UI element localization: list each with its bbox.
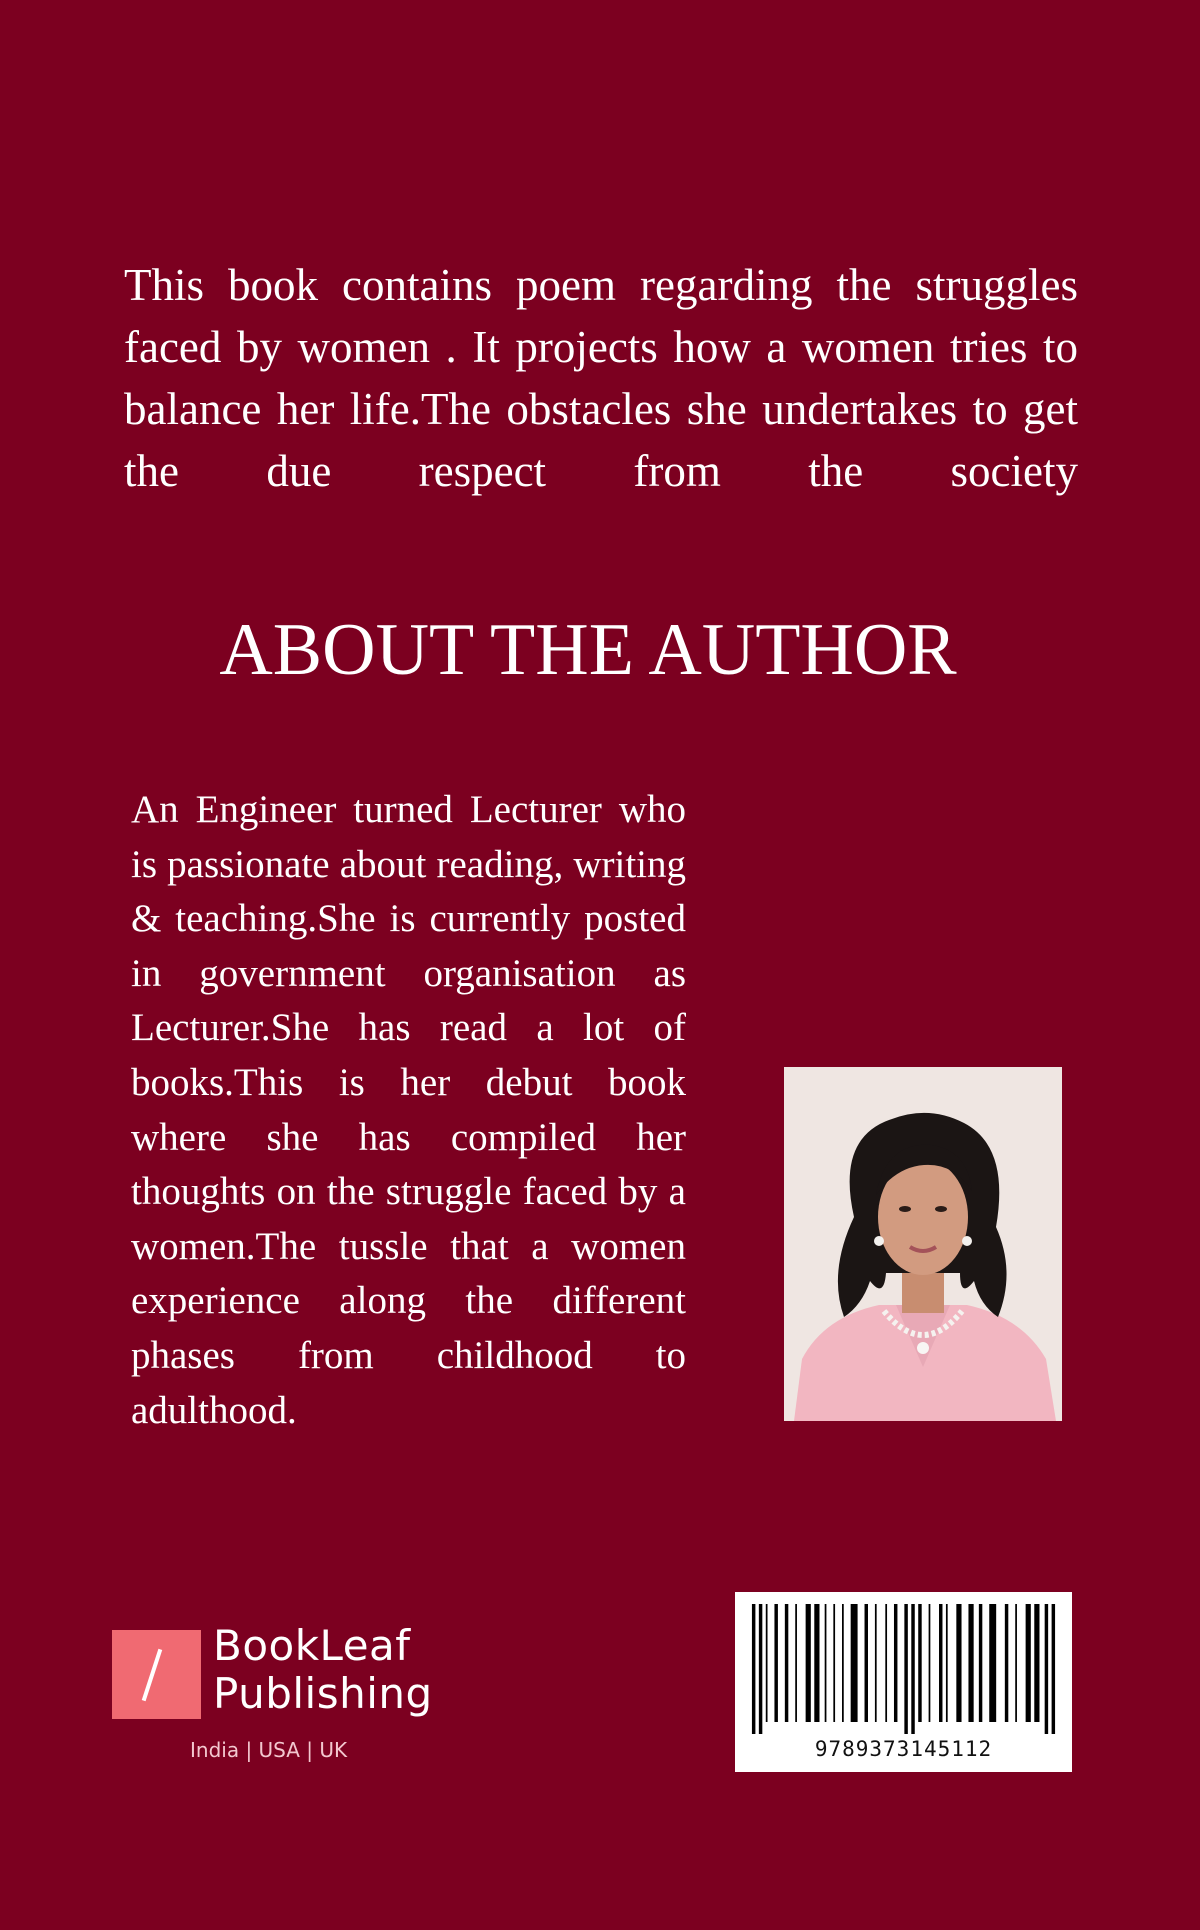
publisher-name-line2: Publishing	[213, 1669, 433, 1718]
barcode-bar	[1034, 1604, 1039, 1722]
barcode-bar	[989, 1604, 996, 1722]
publisher-name-line1: BookLeaf	[213, 1621, 411, 1670]
barcode-bar	[939, 1604, 942, 1722]
barcode-bar	[1005, 1604, 1008, 1722]
isbn-barcode	[735, 1592, 1072, 1772]
barcode-bar	[1045, 1604, 1048, 1734]
barcode-bar	[1052, 1604, 1055, 1734]
barcode-bar	[806, 1604, 811, 1722]
barcode-bar	[759, 1604, 762, 1734]
barcode-bar	[968, 1604, 973, 1722]
barcode-bar	[979, 1604, 982, 1722]
barcode-bars	[745, 1604, 1062, 1734]
barcode-bar	[904, 1604, 907, 1734]
author-photo	[784, 1067, 1062, 1421]
barcode-bar	[929, 1604, 931, 1722]
barcode-bar	[752, 1604, 755, 1734]
barcode-bar	[1026, 1604, 1031, 1722]
barcode-bar	[851, 1604, 858, 1722]
barcode-bar	[1015, 1604, 1017, 1722]
barcode-bar	[833, 1604, 835, 1722]
slash-icon	[142, 1649, 162, 1702]
isbn-number: 9789373145112	[814, 1737, 993, 1761]
barcode-bar	[946, 1604, 948, 1722]
publisher-logo	[112, 1621, 452, 1770]
barcode-bar	[785, 1604, 788, 1722]
barcode-bar	[865, 1604, 868, 1722]
barcode-bar	[875, 1604, 877, 1722]
barcode-bar	[956, 1604, 961, 1722]
barcode-bar	[825, 1604, 827, 1722]
author-portrait-image	[784, 1067, 1062, 1421]
author-bio: An Engineer turned Lecturer who is passionate about reading, writing & teaching.She is currently posted in government organisation as Lecturer.She has read a lot of books.This is her debut book where she has compiled her thoughts on the struggle faced by a women.The tussle that a women experience along the different phases from childhood to adulthood.	[131, 788, 686, 1432]
book-blurb: This book contains poem regarding the struggles faced by women . It projects how a women tries to balance her life.The obstacles she undertakes to get the due respect from the society	[124, 260, 1078, 496]
barcode-bar	[795, 1604, 797, 1722]
publisher-countries: India | USA | UK	[190, 1738, 348, 1762]
publisher-logo-mark	[112, 1630, 201, 1719]
barcode-bar	[766, 1604, 768, 1722]
barcode-bar	[885, 1604, 887, 1722]
barcode-bar	[842, 1604, 844, 1722]
barcode-bar	[911, 1604, 914, 1734]
barcode-bar	[918, 1604, 921, 1722]
barcode-bar	[814, 1604, 819, 1722]
barcode-bar	[774, 1604, 777, 1722]
barcode-bar	[894, 1604, 897, 1722]
about-author-heading: ABOUT THE AUTHOR	[219, 609, 957, 691]
